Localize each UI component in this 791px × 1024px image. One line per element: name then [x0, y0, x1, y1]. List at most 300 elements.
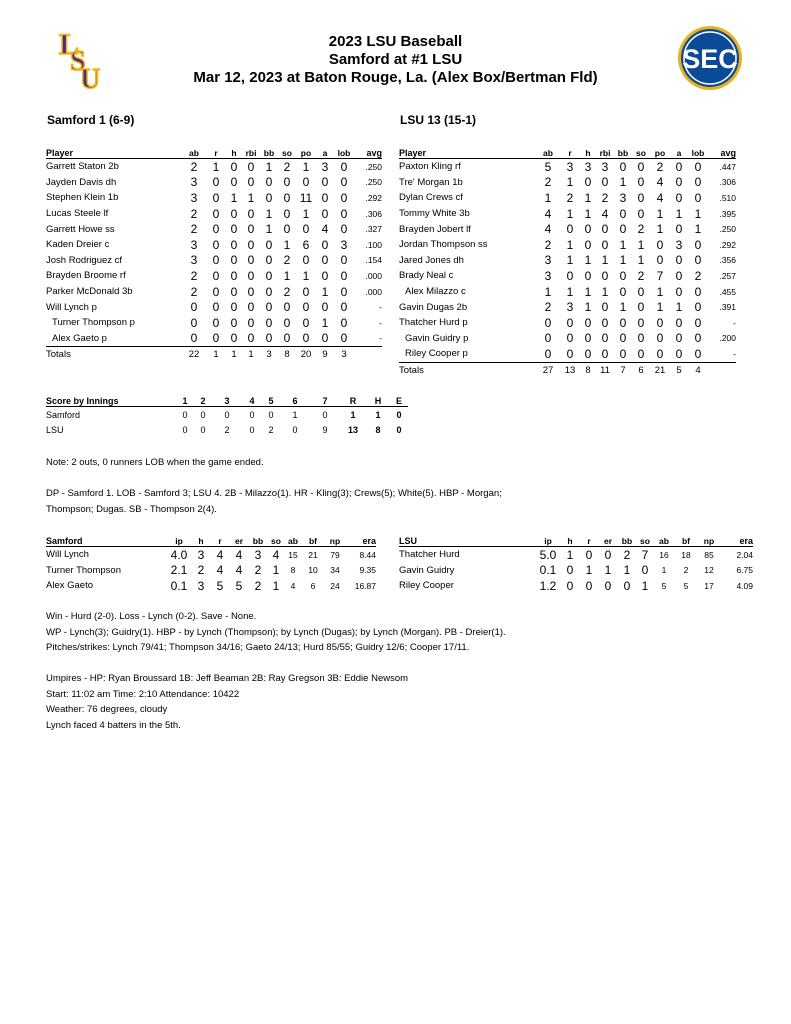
player-row	[399, 331, 736, 347]
stat-h: 0	[584, 175, 592, 190]
stat-a: 0	[321, 175, 329, 190]
player-row	[399, 175, 736, 191]
col-era: era	[346, 533, 376, 547]
player-row	[46, 299, 382, 315]
pitch-er: 4	[235, 547, 243, 562]
stat-h: 1	[584, 253, 592, 268]
stat-avg: .100	[365, 239, 382, 250]
pitch-so: 0	[641, 563, 649, 578]
pitch-er: 5	[235, 578, 243, 593]
header-line3: Mar 12, 2023 at Baton Rouge, La. (Alex Box/Bertman Fld)	[193, 69, 598, 86]
score-cell: 0	[200, 425, 206, 436]
stat-lob: 0	[340, 206, 348, 221]
col-rbi: rbi	[596, 145, 614, 159]
stat-po: 0	[656, 315, 664, 330]
stat-po: 0	[302, 222, 310, 237]
stat-a: 4	[321, 222, 329, 237]
stat-r: 3	[566, 300, 574, 315]
stat-r: 1	[213, 349, 219, 361]
stat-r: 1	[212, 159, 220, 174]
pitching-header-row	[399, 533, 753, 547]
player-name: Thatcher Hurd p	[399, 317, 468, 329]
pitch-np: 12	[704, 565, 714, 576]
stat-rbi: 0	[247, 237, 255, 252]
decisions: Win - Hurd (2-0). Loss - Lynch (0-2). Save - None.	[46, 611, 257, 622]
stat-po: 1	[656, 222, 664, 237]
score-col: 1	[176, 393, 194, 407]
stat-bb: 0	[265, 190, 273, 205]
stat-po: 0	[302, 284, 310, 299]
stat-so: 2	[637, 222, 645, 237]
stat-po: 7	[656, 268, 664, 283]
player-name: Jayden Davis dh	[46, 176, 117, 188]
stat-so: 2	[283, 159, 291, 174]
stat-ab: 4	[544, 222, 552, 237]
stat-a: 5	[676, 365, 682, 377]
stat-r: 13	[564, 365, 576, 377]
stat-bb: 0	[265, 237, 273, 252]
stat-rbi: 0	[601, 175, 609, 190]
stat-so: 0	[637, 315, 645, 330]
score-col: R	[340, 393, 366, 407]
stat-a: 0	[675, 284, 683, 299]
col-h: h	[192, 533, 210, 547]
player-row	[46, 206, 382, 222]
pitch-h: 3	[197, 547, 205, 562]
stat-rbi: 0	[247, 175, 255, 190]
stat-rbi: 1	[601, 284, 609, 299]
stat-so: 0	[637, 284, 645, 299]
pitch-era: 4.09	[736, 580, 753, 591]
player-row	[399, 221, 736, 237]
stat-bb: 1	[265, 222, 273, 237]
col-lob: lob	[688, 145, 708, 159]
col-po: po	[296, 145, 316, 159]
batting-header-row	[399, 145, 736, 159]
stat-ab: 2	[190, 284, 198, 299]
pitcher-row	[46, 563, 376, 579]
pitch-ip: 2.1	[170, 563, 188, 578]
stat-lob: 0	[694, 253, 702, 268]
col-rbi: rbi	[242, 145, 260, 159]
stat-bb: 0	[619, 284, 627, 299]
stat-so: 0	[637, 159, 645, 174]
pitch-ab: 15	[288, 549, 298, 560]
stat-bb: 1	[619, 237, 627, 252]
stat-po: 21	[654, 365, 666, 377]
score-label: Score by Innings	[46, 393, 176, 407]
player-name: Dylan Crews cf	[399, 192, 463, 204]
score-cell: 1	[375, 409, 381, 420]
score-cell: 9	[322, 425, 328, 436]
player-name: Garrett Staton 2b	[46, 161, 119, 173]
stat-r: 1	[566, 175, 574, 190]
col-er: er	[599, 533, 617, 547]
stat-a: 0	[675, 331, 683, 346]
stat-so: 8	[284, 349, 290, 361]
stat-ab: 1	[544, 284, 552, 299]
pitch-so: 4	[272, 547, 280, 562]
stat-a: 0	[321, 206, 329, 221]
pitch-era: 8.44	[359, 549, 376, 560]
pitch-ab: 4	[290, 580, 296, 591]
lsu-logo-letter-l: L	[59, 28, 80, 61]
pitcher-name: Thatcher Hurd	[399, 549, 460, 561]
start-time-attendance: Start: 11:02 am Time: 2:10 Attendance: 10422	[46, 688, 240, 700]
stat-a: 0	[675, 268, 683, 283]
pitch-ip: 4.0	[170, 547, 188, 562]
player-row	[46, 175, 382, 191]
lsu-pitching-team: LSU	[399, 533, 535, 547]
stat-h: 0	[230, 222, 238, 237]
pitch-era: 2.04	[736, 549, 753, 560]
stat-avg: .154	[365, 255, 382, 266]
stat-r: 0	[560, 346, 580, 362]
stat-h: 1	[584, 206, 592, 221]
player-name: Jared Jones dh	[399, 254, 464, 266]
col-bb: bb	[248, 533, 268, 547]
stat-h: 0	[230, 315, 238, 330]
stat-h: 0	[584, 331, 592, 346]
stat-lob: 0	[340, 284, 348, 299]
col-era: era	[721, 533, 753, 547]
batting-header-row	[46, 145, 382, 159]
stat-a: 0	[321, 190, 329, 205]
stat-so: 2	[283, 284, 291, 299]
pitch-bb: 2	[254, 563, 262, 578]
stat-lob: 0	[694, 284, 702, 299]
player-name: Brayden Broome rf	[46, 270, 126, 282]
stat-rbi: 2	[601, 190, 609, 205]
pitcher-name: Gavin Guidry	[399, 564, 455, 576]
dp-line-2: Thompson; Dugas. SB - Thompson 2(4).	[46, 503, 217, 515]
pitch-era: 9.35	[359, 565, 376, 576]
stat-po: 0	[302, 175, 310, 190]
score-col: 2	[194, 393, 212, 407]
stat-a: 0	[321, 253, 329, 268]
player-row	[399, 268, 736, 284]
stat-a: 1	[675, 206, 683, 221]
stat-lob: 0	[688, 346, 708, 362]
stat-lob: 0	[340, 159, 348, 174]
stat-r: 0	[566, 331, 574, 346]
stat-rbi: 0	[247, 222, 255, 237]
pitch-r: 4	[216, 547, 224, 562]
pitch-bf: 10	[308, 565, 318, 576]
stat-po: 0	[302, 315, 310, 330]
lsu-title: LSU 13 (15-1)	[400, 113, 477, 127]
player-name: Paxton Kling rf	[399, 161, 461, 173]
player-row	[399, 253, 736, 269]
col-np: np	[697, 533, 721, 547]
stat-bb: 0	[619, 268, 627, 283]
stat-so: 0	[637, 206, 645, 221]
stat-ab: 3	[544, 253, 552, 268]
pitch-bb: 3	[254, 547, 262, 562]
stat-rbi: 1	[247, 190, 255, 205]
lsu-batting-body	[399, 159, 736, 379]
stat-r: 0	[212, 268, 220, 283]
pitch-bf: 2	[683, 565, 689, 576]
pitch-er: 0	[604, 547, 612, 562]
pitch-h: 0	[566, 578, 574, 593]
score-cell: 0	[268, 409, 274, 420]
stat-ab: 3	[190, 237, 198, 252]
player-row	[46, 331, 382, 347]
stat-avg: .327	[365, 224, 382, 235]
player-name: Brady Neal c	[399, 270, 454, 282]
pitch-r: 4	[216, 563, 224, 578]
stat-rbi: 0	[247, 253, 255, 268]
samford-batting-table	[46, 145, 382, 363]
stat-rbi: 0	[601, 300, 609, 315]
stat-so: 1	[637, 253, 645, 268]
stat-ab: 3	[544, 268, 552, 283]
stat-ab: 2	[190, 206, 198, 221]
pitch-ab: 1	[661, 565, 667, 576]
stat-r: 1	[566, 284, 574, 299]
pitch-h: 2	[197, 563, 205, 578]
stat-lob: 0	[340, 222, 348, 237]
stat-r: 2	[566, 190, 574, 205]
col-ip: ip	[535, 533, 561, 547]
weather: Weather: 76 degrees, cloudy	[46, 704, 168, 716]
col-bf: bf	[675, 533, 697, 547]
dp-notes	[46, 486, 746, 517]
stat-avg	[354, 347, 382, 363]
pitch-np: 34	[330, 565, 340, 576]
stat-so: 1	[283, 268, 291, 283]
game-notes	[46, 609, 766, 656]
stat-lob: 0	[694, 315, 702, 330]
stat-lob: 4	[695, 365, 701, 377]
player-name: Jordan Thompson ss	[399, 239, 488, 251]
player-row	[46, 159, 382, 175]
stat-rbi: 1	[248, 349, 254, 361]
player-name: Kaden Dreier c	[46, 239, 110, 251]
stat-a: 3	[675, 237, 683, 252]
player-name: Turner Thompson p	[52, 317, 135, 329]
stat-a: 3	[321, 159, 329, 174]
header-line1: 2023 LSU Baseball	[328, 33, 463, 50]
stat-rbi: 0	[242, 331, 260, 347]
score-row	[46, 423, 408, 439]
col-bb: bb	[260, 145, 278, 159]
col-ab: ab	[653, 533, 675, 547]
player-name: Gavin Dugas 2b	[399, 301, 468, 313]
lsu-logo-letter-u: U	[80, 64, 101, 90]
player-row	[399, 315, 736, 331]
stat-r: 0	[566, 315, 574, 330]
stat-a: 9	[322, 349, 328, 361]
stat-so: 0	[283, 315, 291, 330]
pitch-ab: 16	[659, 549, 669, 560]
stat-avg: .200	[719, 333, 736, 344]
stat-lob: 1	[694, 206, 702, 221]
samford-batting-body	[46, 159, 382, 363]
player-name: Will Lynch p	[46, 301, 97, 313]
col-bb: bb	[617, 533, 637, 547]
stat-rbi: 0	[596, 346, 614, 362]
stat-bb: 0	[265, 315, 273, 330]
stat-lob: 1	[694, 222, 702, 237]
col-player: Player	[46, 145, 182, 159]
pitching-header-row	[46, 533, 376, 547]
stat-h: 1	[231, 349, 237, 361]
pitch-er: 4	[235, 563, 243, 578]
stat-so: 0	[283, 300, 291, 315]
player-row	[399, 299, 736, 315]
samford-title: Samford 1 (6-9)	[47, 113, 135, 127]
col-r: r	[210, 533, 230, 547]
stat-bb: 3	[266, 349, 272, 361]
player-name: Tommy White 3b	[399, 208, 470, 220]
score-cell: 0	[322, 409, 328, 420]
stat-po: 0	[650, 346, 670, 362]
stat-lob: 3	[340, 237, 348, 252]
stat-h: 1	[584, 190, 592, 205]
player-name: Gavin Guidry p	[405, 332, 469, 344]
col-a: a	[316, 145, 334, 159]
stat-avg: .292	[365, 192, 382, 203]
player-row	[399, 206, 736, 222]
stat-r: 1	[566, 206, 574, 221]
stat-bb: 0	[265, 253, 273, 268]
stat-so: 0	[637, 190, 645, 205]
stat-r: 1	[566, 237, 574, 252]
stat-ab: 2	[190, 222, 198, 237]
stat-avg: .000	[365, 270, 382, 281]
stat-h: 0	[230, 300, 238, 315]
pitch-ip: 0.1	[170, 578, 188, 593]
col-so: so	[637, 533, 653, 547]
stat-bb: 0	[619, 159, 627, 174]
stat-avg: .455	[719, 286, 736, 297]
stat-h: 1	[230, 190, 238, 205]
col-np: np	[324, 533, 346, 547]
score-col: H	[366, 393, 390, 407]
score-cell: 0	[200, 409, 206, 420]
score-cell: 8	[375, 425, 381, 436]
stat-h: 0	[226, 331, 242, 347]
pitch-er: 1	[604, 563, 612, 578]
score-cell: 2	[268, 425, 274, 436]
pitcher-name: Riley Cooper	[399, 580, 454, 592]
score-cell: 0	[182, 409, 188, 420]
col-po: po	[650, 145, 670, 159]
stat-r: 0	[212, 315, 220, 330]
col-h: h	[580, 145, 596, 159]
stat-avg: .395	[719, 208, 736, 219]
pitch-r: 0	[585, 547, 593, 562]
stat-avg: .250	[719, 224, 736, 235]
stat-ab: 0	[190, 315, 198, 330]
score-team: Samford	[46, 409, 81, 420]
stat-rbi: 0	[601, 222, 609, 237]
stat-bb: 1	[619, 253, 627, 268]
col-ab: ab	[284, 533, 302, 547]
pitcher-name: Will Lynch	[46, 549, 89, 561]
stat-rbi: 0	[601, 315, 609, 330]
col-bf: bf	[302, 533, 324, 547]
lsu-pitching-table	[399, 533, 753, 594]
stat-ab: 27	[542, 365, 554, 377]
stat-bb: 0	[619, 331, 627, 346]
stat-r: 0	[206, 331, 226, 347]
stat-a: 0	[321, 268, 329, 283]
stat-rbi: 0	[601, 237, 609, 252]
stat-bb: 0	[265, 268, 273, 283]
stat-po: 0	[656, 331, 664, 346]
stat-rbi: 11	[600, 365, 610, 377]
stat-lob: 0	[694, 159, 702, 174]
pitcher-row	[399, 578, 753, 594]
pitch-ab: 8	[290, 565, 296, 576]
sec-logo	[676, 24, 744, 92]
stat-ab: 1	[544, 190, 552, 205]
stat-avg: .447	[719, 161, 736, 172]
stat-bb: 0	[619, 222, 627, 237]
stat-avg: .000	[365, 286, 382, 297]
pitch-r: 5	[216, 578, 224, 593]
stat-rbi: 0	[247, 315, 255, 330]
stat-rbi: 4	[601, 206, 609, 221]
stat-po: 2	[656, 159, 664, 174]
stat-a: 0	[316, 331, 334, 347]
stat-avg: -	[379, 317, 382, 328]
stat-h: 3	[584, 159, 592, 174]
pitch-bb: 0	[623, 578, 631, 593]
score-header-row	[46, 393, 408, 407]
stat-a: 0	[675, 222, 683, 237]
header-line2: Samford at #1 LSU	[328, 51, 463, 68]
stat-h: 0	[230, 237, 238, 252]
stat-avg: .306	[719, 177, 736, 188]
stat-so: 6	[638, 365, 644, 377]
pitcher-row	[399, 563, 753, 579]
stat-so: 0	[637, 331, 645, 346]
stat-bb: 3	[619, 190, 627, 205]
stat-lob: 0	[694, 175, 702, 190]
stat-bb: 1	[619, 175, 627, 190]
stat-so: 1	[637, 237, 645, 252]
score-cell: 13	[347, 425, 358, 436]
score-cell: 2	[224, 425, 230, 436]
stat-a: 1	[675, 300, 683, 315]
pitch-ip: 1.2	[539, 578, 557, 593]
col-a: a	[670, 145, 688, 159]
stat-a: 0	[321, 237, 329, 252]
stat-r: 0	[212, 284, 220, 299]
stat-avg: -	[379, 302, 382, 313]
pitch-np: 85	[704, 549, 714, 560]
pitch-ab: 5	[661, 580, 667, 591]
stat-bb: 1	[265, 206, 273, 221]
stat-h: 8	[585, 365, 591, 377]
score-team: LSU	[46, 425, 64, 436]
score-col: E	[390, 393, 408, 407]
stat-avg: .257	[719, 270, 736, 281]
stat-rbi: 0	[247, 206, 255, 221]
stat-ab: 0	[182, 331, 206, 347]
pitch-h: 3	[197, 578, 205, 593]
stat-so: 0	[283, 175, 291, 190]
stat-ab: 3	[190, 253, 198, 268]
pitcher-name: Turner Thompson	[46, 564, 121, 576]
score-col: 5	[262, 393, 280, 407]
stat-h: 0	[230, 159, 238, 174]
stat-so: 2	[283, 253, 291, 268]
